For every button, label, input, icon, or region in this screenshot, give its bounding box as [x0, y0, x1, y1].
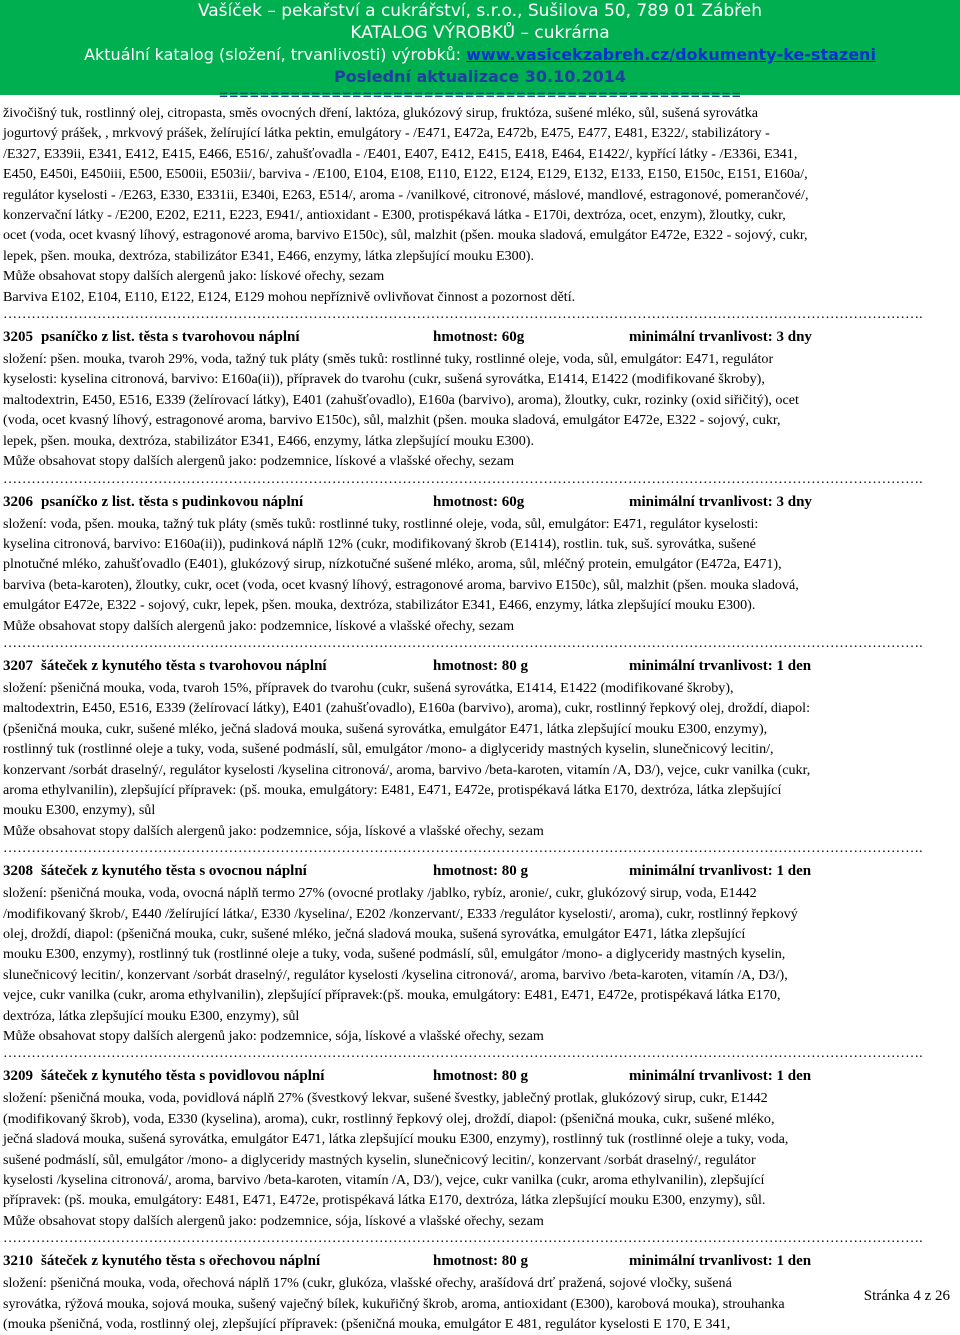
ingredient-line: složení: pšeničná mouka, voda, ovocná náplň termo 27% (ovocné protlaky /jablko, rybíz, aronie/, cukr, glukózový sirup, voda, E1442	[3, 885, 757, 902]
ingredient-line: /modifikovaný škrob/, E440 /želírující látka/, E330 /kyselina/, E202 /konzervant/, E333 /regulátor kyselosti/, aroma), cukr, rostlinný řepkový	[3, 905, 798, 922]
product-title	[3, 654, 955, 678]
product-shelf-life: minimální trvanlivost: 1 den	[629, 1068, 812, 1085]
dotted-separator: …………………………………………………………………………………………………………………………………………………………………………….	[3, 1231, 923, 1246]
product-item	[3, 1249, 955, 1334]
product-code: 3210	[3, 1253, 33, 1270]
ingredient-line: složení: pšen. mouka, tvaroh 29%, voda, tažný tuk pláty (směs tuků: rostlinné tuky, rostlinné oleje, voda, sůl, emulgátor: E471, regulátor	[3, 351, 774, 368]
company-name: Vašíček – pekařství a cukrářství, s.r.o., Sušilova 50, 789 01 Zábřeh	[197, 1, 763, 21]
intro-line: Může obsahovat stopy dalších alergenů jako: lískové ořechy, sezam	[3, 268, 385, 285]
ingredient-line: lepek, pšen. mouka, dextróza, stabilizátor E341, E466, enzymy, látka zlepšující mouku E300).	[3, 432, 534, 449]
product-label: psaníčko z list. těsta s tvarohovou náplní	[41, 329, 300, 346]
intro-line: živočišný tuk, rostlinný olej, citropasta, směs ovocných dření, laktóza, glukózový sirup, fruktóza, sušené mléko, sůl, sušená syrovátka	[3, 105, 759, 121]
intro-line: konzervační látky - /E200, E202, E211, E223, E941/, antioxidant - E300, protispékavá látka - E170i, dextróza, ocet, enzym), žloutky, cukr,	[3, 207, 786, 224]
intro-line: ocet (voda, ocet kvasný líhový, estragonové aroma, barvivo E150c), sůl, malzhit (pšen. mouka sladová, emulgátor E472e, E322 - sojový, cukr,	[3, 227, 808, 244]
ingredient-line: Může obsahovat stopy dalších alergenů jako: podzemnice, lískové a vlašské ořechy, sezam	[3, 617, 515, 634]
product-title	[3, 490, 955, 514]
product-code: 3205	[3, 329, 33, 346]
dotted-separator: …………………………………………………………………………………………………………………………………………………………………………….	[3, 471, 923, 486]
ingredient-line: slunečnicový lecitin/, konzervant /sorbát draselný/, regulátor kyselosti /kyselina citronová/, aroma, barvivo /beta-karoten, vitamín /A, D3/),	[3, 966, 788, 983]
product-code: 3208	[3, 863, 33, 880]
catalog-content	[3, 103, 955, 1335]
ingredient-line: olej, droždí, diapol: (pšeničná mouka, cukr, sušené mléko, ječná sladová mouka, sušená syrovátka, emulgátor E471, látka zlepšující	[3, 926, 746, 942]
ingredient-line: kyselosti: kyselina citronová, barvivo: E160a(ii)), přípravek do tvarohu (cukr, sušená syrovátka, E1414, E1422 (modifikované škroby),	[3, 371, 765, 388]
product-title	[3, 325, 955, 349]
product-title	[3, 1064, 955, 1088]
product-label: šáteček z kynutého těsta s ořechovou náplní	[41, 1253, 321, 1270]
product-code: 3206	[3, 493, 33, 510]
ingredient-line: (modifikovaný škrob), voda, E330 (kyselina), aroma), cukr, rostlinný řepkový olej, droždí, diapol: (pšeničná mouka, cukr, sušené mléko,	[3, 1110, 775, 1127]
ingredient-line: emulgátor E472e, E322 - sojový, cukr, lepek, pšen. mouka, dextróza, stabilizátor E341, E466, enzymy, látka zlepšující mouku E300).	[3, 597, 756, 614]
ingredient-line: syrovátka, rýžová mouka, sojová mouka, sušený vaječný bílek, kukuřičný škrob, aroma, antioxidant (E300), karobová mouka), strouhanka	[3, 1295, 785, 1312]
ingredient-line: mouku E300, enzymy), rostlinný tuk (rostlinné oleje a tuky, voda, sušené podmáslí, sůl, emulgátor /mono- a diglyceridy mastných kyselin,	[3, 946, 786, 963]
ingredient-line: složení: pšeničná mouka, voda, povidlová náplň 27% (švestkový lekvar, sušené švestky, jablečný protlak, glukózový sirup, cukr, E1442	[3, 1090, 768, 1107]
catalog-header	[0, 0, 960, 102]
product-shelf-life: minimální trvanlivost: 3 dny	[629, 493, 812, 510]
dotted-separator: …………………………………………………………………………………………………………………………………………………………………………….	[3, 307, 923, 322]
product-item	[3, 859, 955, 1060]
intro-line: jogurtový prášek, , mrkvový prášek, želírující látka pektin, emulgátory - /E471, E472a, E472b, E475, E477, E481, E322/, stabilizátory -	[3, 125, 770, 142]
ingredient-line: maltodextrin, E450, E516, E339 (želírovací látky), E401 (zahušťovadlo), E160a (barvivo), aroma), žloutky, cukr, rozinky (oxid siřičitý), ocet	[3, 391, 799, 408]
catalog-link-prefix: Aktuální katalog (složení, trvanlivosti) výrobků:	[84, 45, 461, 64]
product-title	[3, 859, 955, 883]
product-weight: hmotnost: 80 g	[433, 657, 529, 674]
product-item	[3, 1064, 955, 1245]
product-shelf-life: minimální trvanlivost: 3 dny	[629, 329, 812, 346]
ingredient-line: kyselosti /kyselina citronová/, aroma, barvivo /beta-karoten, vitamín /A, D3/), vejce, cukr vanilka (cukr, aroma ethylvanilin), zlepšující	[3, 1172, 765, 1189]
product-shelf-life: minimální trvanlivost: 1 den	[629, 863, 812, 880]
last-update: Poslední aktualizace 30.10.2014	[334, 67, 626, 86]
ingredient-line: složení: voda, pšen. mouka, tažný tuk pláty (směs tuků: rostlinné tuky, rostlinné oleje, voda, sůl, emulgátor: E471, regulátor kyselosti:	[3, 515, 759, 532]
dotted-separator: …………………………………………………………………………………………………………………………………………………………………………….	[3, 841, 923, 856]
ingredient-line: kyselina citronová, barvivo: E160a(ii)), pudinková náplň 12% (cukr, modifikovaný škrob (E1414), rostlin. tuk, suš. syrovátka, sušené	[3, 535, 756, 552]
ingredient-line: barviva (beta-karoten), žloutky, cukr, ocet (voda, ocet kvasný líhový, estragonové aroma, barvivo E150c), sůl, malzhit (pšen. mouka sladová,	[3, 576, 799, 593]
ingredient-line: Může obsahovat stopy dalších alergenů jako: podzemnice, sója, lískové a vlašské ořechy, sezam	[3, 1212, 544, 1229]
ingredient-line: (mouka pšeničná, voda, rostlinný olej, zlepšující přípravek: (pšeničná mouka, emulgátor E 481, regulátor kyselosti E 170, E 341,	[3, 1316, 731, 1333]
product-name	[3, 1064, 433, 1088]
product-weight: hmotnost: 60g	[433, 493, 525, 510]
dotted-separator: …………………………………………………………………………………………………………………………………………………………………………….	[3, 635, 923, 650]
product-code: 3207	[3, 657, 33, 674]
product-shelf-life: minimální trvanlivost: 1 den	[629, 657, 812, 674]
ingredient-line: (pšeničná mouka, cukr, sušené mléko, ječná sladová mouka, sušená syrovátka, emulgátor E471, látka zlepšující mouku E300, enzymy),	[3, 720, 768, 737]
ingredient-line: složení: pšeničná mouka, voda, ořechová náplň 17% (cukr, glukóza, vlašské ořechy, arašídová drť pražená, sojové vločky, sušená	[3, 1275, 732, 1292]
product-label: šáteček z kynutého těsta s povidlovou náplní	[41, 1068, 325, 1085]
ingredient-line: ječná sladová mouka, sušená syrovátka, emulgátor E471, látka zlepšující mouku E300, enzymy), rostlinný tuk (rostlinné oleje a tuky, voda,	[3, 1131, 789, 1148]
product-name	[3, 859, 433, 883]
product-label: šáteček z kynutého těsta s tvarohovou náplní	[41, 657, 327, 674]
product-name	[3, 1249, 433, 1273]
intro-line: Barviva E102, E104, E110, E122, E124, E129 mohou nepříznivě ovlivňovat činnost a pozornost dětí.	[3, 288, 576, 305]
intro-block	[3, 103, 955, 307]
ingredient-line: Může obsahovat stopy dalších alergenů jako: podzemnice, sója, lískové a vlašské ořechy, sezam	[3, 1028, 544, 1045]
header-separator: ===================================================	[218, 88, 742, 102]
page-number: Stránka 4 z 26	[863, 1288, 950, 1304]
product-label: psaníčko z list. těsta s pudinkovou náplní	[41, 493, 304, 510]
product-shelf-life: minimální trvanlivost: 1 den	[629, 1253, 812, 1270]
catalog-link-line	[0, 44, 960, 66]
ingredient-line: vejce, cukr vanilka (cukr, aroma ethylvanilin), zlepšující přípravek:(pš. mouka, emulgátory: E481, E471, E472e, protispékavá látka E170,	[3, 987, 781, 1004]
ingredient-line: maltodextrin, E450, E516, E339 (želírovací látky), E401 (zahušťovadlo), E160a (barvivo), aroma), cukr, rostlinný řepkový olej, droždí, diapol:	[3, 700, 811, 717]
ingredient-line: Může obsahovat stopy dalších alergenů jako: podzemnice, lískové a vlašské ořechy, sezam	[3, 453, 515, 470]
product-name	[3, 654, 433, 678]
ingredient-line: plnotučné mléko, zahušťovadlo (E401), glukózový sirup, nízkotučné sušené mléko, aroma, sůl, mléčný protein, emulgátor (E472a, E471),	[3, 556, 782, 573]
product-item	[3, 654, 955, 855]
ingredient-line: aroma ethylvanilin), zlepšující přípravek: (pš. mouka, emulgátory: E481, E471, E472e, protispékavá látka E170, dextróza, látka zlepšující	[3, 781, 782, 798]
ingredient-line: konzervant /sorbát draselný/, regulátor kyselosti /kyselina citronová/, aroma, barvivo /beta-karoten, vitamín /A, D3/), vejce, cukr vanilka (cukr,	[3, 761, 811, 778]
ingredient-line: sušené podmáslí, sůl, emulgátor /mono- a diglyceridy mastných kyselin, slunečnicový lecitin/, konzervant /sorbát draselný/, regulátor	[3, 1151, 756, 1168]
product-item	[3, 490, 955, 650]
product-weight: hmotnost: 80 g	[433, 1068, 529, 1085]
product-weight: hmotnost: 60g	[433, 329, 525, 346]
intro-line: E450, E450i, E450iii, E500, E500ii, E503ii/, barviva - /E100, E104, E108, E110, E122, E124, E129, E132, E133, E150, E150c, E151, E160a/,	[3, 166, 808, 183]
ingredient-line: (voda, ocet kvasný líhový, estragonové aroma, barvivo E150c), sůl, malzhit (pšen. mouka sladová, emulgátor E472e, E322 - sojový, cukr,	[3, 412, 781, 429]
product-code: 3209	[3, 1068, 33, 1085]
ingredient-line: složení: pšeničná mouka, voda, tvaroh 15%, přípravek do tvarohu (cukr, sušená syrovátka, E1414, E1422 (modifikované škroby),	[3, 679, 734, 696]
product-name	[3, 325, 433, 349]
ingredient-line: Může obsahovat stopy dalších alergenů jako: podzemnice, sója, lískové a vlašské ořechy, sezam	[3, 822, 544, 839]
ingredient-line: rostlinný tuk (rostlinné oleje a tuky, voda, sušené podmáslí, sůl, emulgátor /mono- a diglyceridy mastných kyselin, slunečnicový lecitin/,	[3, 741, 774, 758]
product-item	[3, 325, 955, 485]
catalog-title: KATALOG VÝROBKŮ – cukrárna	[350, 23, 610, 43]
product-list	[3, 325, 955, 1334]
intro-line: lepek, pšen. mouka, dextróza, stabilizátor E341, E466, enzymy, látka zlepšující mouku E300).	[3, 247, 534, 264]
ingredient-line: dextróza, látka zlepšující mouku E300, enzymy), sůl	[3, 1007, 300, 1024]
product-weight: hmotnost: 80 g	[433, 863, 529, 880]
intro-line: /E327, E339ii, E341, E412, E415, E466, E516/, zahušťovadla - /E401, E407, E412, E415, E418, E464, E1422/, kypřící látky - /E336i, E341,	[3, 145, 798, 162]
ingredient-line: přípravek: (pš. mouka, emulgátory: E481, E471, E472e, protispékavá látka E170, dextróza, látka zlepšující mouku E300, enzymy), sůl.	[3, 1192, 766, 1209]
intro-line: regulátor kyselosti - /E263, E330, E331ii, E340i, E263, E514/, aroma - /vanilkové, citronové, máslové, mandlové, estragonové, pomerančové/,	[3, 186, 809, 203]
product-label: šáteček z kynutého těsta s ovocnou náplní	[41, 863, 307, 880]
product-name	[3, 490, 433, 514]
dotted-separator: …………………………………………………………………………………………………………………………………………………………………………….	[3, 1046, 923, 1061]
ingredient-line: mouku E300, enzymy), sůl	[3, 802, 156, 819]
catalog-link[interactable]: www.vasicekzabreh.cz/dokumenty-ke-stazeni	[466, 45, 876, 64]
product-weight: hmotnost: 80 g	[433, 1253, 529, 1270]
product-title	[3, 1249, 955, 1273]
